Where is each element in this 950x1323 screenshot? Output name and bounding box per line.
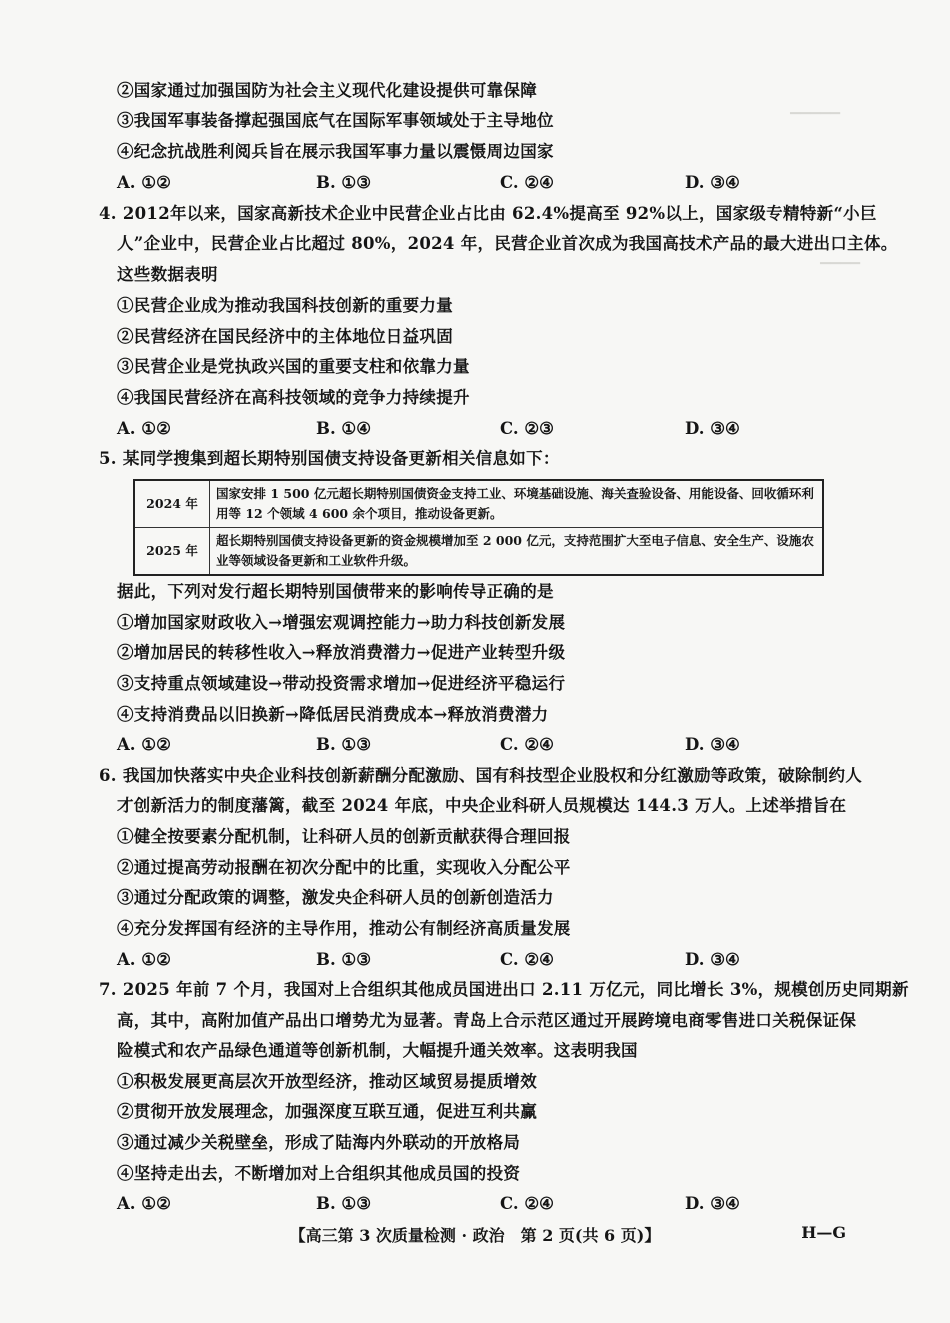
- q5-option-a[interactable]: A. ①②: [117, 735, 171, 754]
- q4-item-3: ③民营企业是党执政兴国的重要支柱和依靠力量: [117, 357, 470, 376]
- q6-stem-line-1: 6. 我国加快落实中央企业科技创新薪酬分配激励、国有科技型企业股权和分红激励等政策，破除制约人: [99, 766, 863, 785]
- q6-option-b[interactable]: B. ①③: [316, 950, 372, 969]
- q5-info-table: [133, 479, 824, 576]
- q7-item-2: ②贯彻开放发展理念，加强深度互联互通，促进互利共赢: [117, 1102, 537, 1121]
- q5-option-d[interactable]: D. ③④: [685, 735, 740, 754]
- q4-stem-line-3: 这些数据表明: [117, 265, 218, 284]
- q5-lead: 据此，下列对发行超长期特别国债带来的影响传导正确的是: [117, 582, 554, 601]
- page-footer-title: 【高三第 3 次质量检测 · 政治 第 2 页(共 6 页)】: [289, 1226, 661, 1245]
- q7-option-b[interactable]: B. ①③: [316, 1194, 372, 1213]
- q3-option-a[interactable]: A. ①②: [117, 173, 171, 192]
- q3-option-d[interactable]: D. ③④: [685, 173, 740, 192]
- q6-option-d[interactable]: D. ③④: [685, 950, 740, 969]
- q5-item-3: ③支持重点领域建设→带动投资需求增加→促进经济平稳运行: [117, 674, 566, 693]
- table-text-cell: 超长期特别国债支持设备更新的资金规模增加至 2 000 亿元，支持范围扩大至电子信息、安全生产、设施农业等领域设备更新和工业软件升级。: [210, 528, 824, 576]
- q6-item-4: ④充分发挥国有经济的主导作用，推动公有制经济高质量发展: [117, 919, 571, 938]
- q4-option-c[interactable]: C. ②③: [500, 419, 554, 438]
- q7-option-d[interactable]: D. ③④: [685, 1194, 740, 1213]
- q5-item-4: ④支持消费品以旧换新→降低居民消费成本→释放消费潜力: [117, 705, 549, 724]
- q4-stem-line-2: 人”企业中，民营企业占比超过 80%，2024 年，民营企业首次成为我国高技术产品的最大进出口主体。: [117, 234, 898, 253]
- q4-item-4: ④我国民营经济在高科技领域的竞争力持续提升: [117, 388, 470, 407]
- q5-option-c[interactable]: C. ②④: [500, 735, 554, 754]
- table-year-cell: 2024 年: [134, 480, 210, 528]
- q6-stem-line-2: 才创新活力的制度藩篱，截至 2024 年底，中央企业科研人员规模达 144.3 万人。上述举措旨在: [117, 796, 847, 815]
- q3-item-3: ③我国军事装备撑起强国底气在国际军事领域处于主导地位: [117, 111, 554, 130]
- q6-option-c[interactable]: C. ②④: [500, 950, 554, 969]
- q4-item-2: ②民营经济在国民经济中的主体地位日益巩固: [117, 327, 453, 346]
- q3-item-4: ④纪念抗战胜利阅兵旨在展示我国军事力量以震慑周边国家: [117, 142, 554, 161]
- q5-option-b[interactable]: B. ①③: [316, 735, 372, 754]
- bleed-through-mark: ▁▁▁▁: [820, 250, 860, 265]
- paper-code: H—G: [801, 1223, 846, 1242]
- q7-stem-line-1: 7. 2025 年前 7 个月，我国对上合组织其他成员国进出口 2.11 万亿元，同比增长 3%，规模创历史同期新: [99, 980, 909, 999]
- q7-stem-line-3: 险模式和农产品绿色通道等创新机制，大幅提升通关效率。这表明我国: [117, 1041, 638, 1060]
- q7-stem-line-2: 高，其中，高附加值产品出口增势尤为显著。青岛上合示范区通过开展跨境电商零售进口关税保证保: [117, 1011, 857, 1030]
- q7-item-3: ③通过减少关税壁垒，形成了陆海内外联动的开放格局: [117, 1133, 521, 1152]
- q4-stem-line-1: 4. 2012年以来，国家高新技术企业中民营企业占比由 62.4%提高至 92%以上，国家级专精特新“小巨: [99, 204, 877, 223]
- q4-item-1: ①民营企业成为推动我国科技创新的重要力量: [117, 296, 453, 315]
- q7-item-1: ①积极发展更高层次开放型经济，推动区域贸易提质增效: [117, 1072, 537, 1091]
- q7-option-c[interactable]: C. ②④: [500, 1194, 554, 1213]
- table-row: [134, 528, 823, 576]
- q6-option-a[interactable]: A. ①②: [117, 950, 171, 969]
- table-row: [134, 480, 823, 528]
- q6-item-2: ②通过提高劳动报酬在初次分配中的比重，实现收入分配公平: [117, 858, 571, 877]
- q4-option-b[interactable]: B. ①④: [316, 419, 372, 438]
- bleed-through-mark: ▁▁▁▁▁: [790, 100, 840, 115]
- q7-option-a[interactable]: A. ①②: [117, 1194, 171, 1213]
- q3-option-b[interactable]: B. ①③: [316, 173, 372, 192]
- q6-item-1: ①健全按要素分配机制，让科研人员的创新贡献获得合理回报: [117, 827, 571, 846]
- table-text-cell: 国家安排 1 500 亿元超长期特别国债资金支持工业、环境基础设施、海关查验设备、用能设备、回收循环利用等 12 个领域 4 600 余个项目，推动设备更新。: [210, 480, 824, 528]
- q6-item-3: ③通过分配政策的调整，激发央企科研人员的创新创造活力: [117, 888, 554, 907]
- table-year-cell: 2025 年: [134, 528, 210, 576]
- q3-item-2: ②国家通过加强国防为社会主义现代化建设提供可靠保障: [117, 81, 537, 100]
- q5-item-1: ①增加国家财政收入→增强宏观调控能力→助力科技创新发展: [117, 613, 566, 632]
- q3-option-c[interactable]: C. ②④: [500, 173, 554, 192]
- q7-item-4: ④坚持走出去，不断增加对上合组织其他成员国的投资: [117, 1164, 521, 1183]
- q5-stem: 5. 某同学搜集到超长期特别国债支持设备更新相关信息如下：: [99, 449, 560, 468]
- q4-option-d[interactable]: D. ③④: [685, 419, 740, 438]
- q4-option-a[interactable]: A. ①②: [117, 419, 171, 438]
- q5-item-2: ②增加居民的转移性收入→释放消费潜力→促进产业转型升级: [117, 643, 566, 662]
